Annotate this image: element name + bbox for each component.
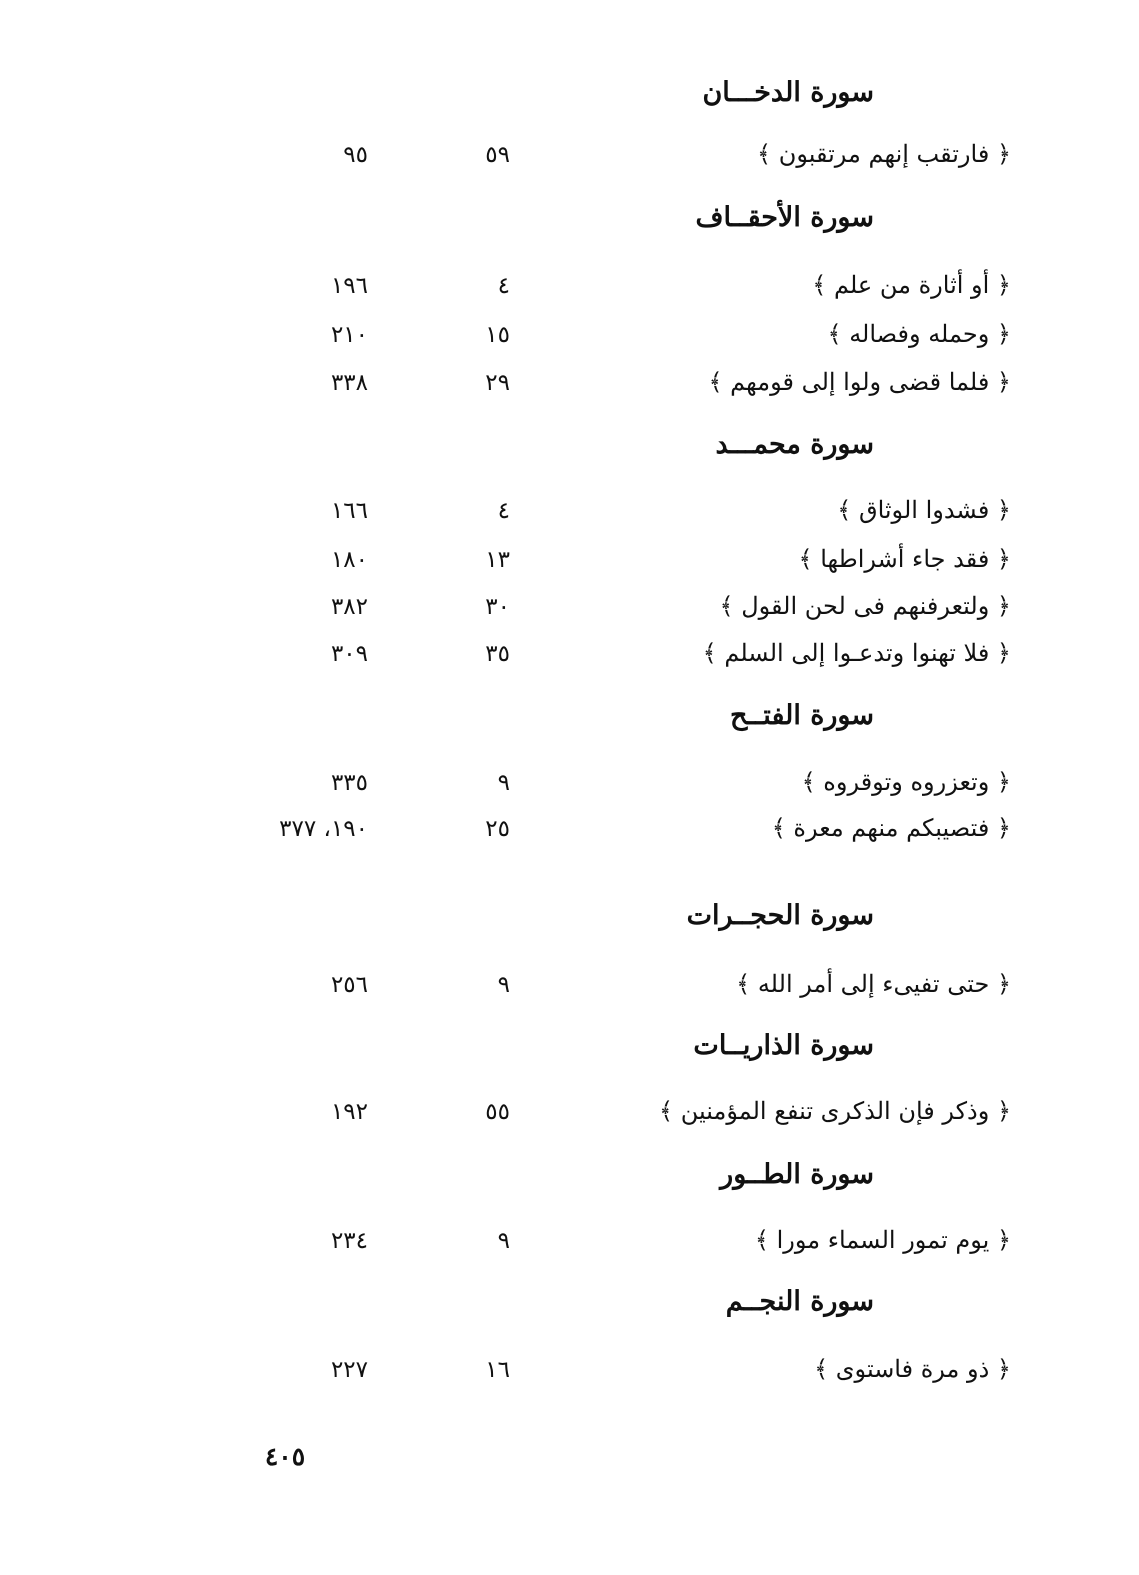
surah-heading: سورة الفتــح [730, 700, 874, 731]
surah-heading: سورة الذاريــات [693, 1030, 874, 1061]
page-reference: ١٦٦ [330, 498, 368, 524]
verse-text: ﴿ يوم تمور السماء مورا ﴾ [754, 1226, 1011, 1254]
verse-text: ﴿ وحمله وفصاله ﴾ [827, 320, 1011, 348]
verse-text: ﴿ فتصيبكم منهم معرة ﴾ [771, 814, 1011, 842]
ayah-number: ٩ [497, 972, 510, 998]
verse-text: ﴿ ولتعرفنهم فى لحن القول ﴾ [719, 592, 1011, 620]
surah-heading: سورة النجــم [725, 1286, 874, 1317]
verse-text: ﴿ أو أثارة من علم ﴾ [812, 271, 1011, 299]
surah-heading: سورة محمـــد [715, 429, 874, 460]
verse-text: ﴿ فشدوا الوثاق ﴾ [837, 496, 1011, 524]
ayah-number: ٥٥ [485, 1099, 510, 1125]
verse-text: ﴿ فلما قضى ولوا إلى قومهم ﴾ [708, 368, 1011, 396]
ayah-number: ٩ [497, 770, 510, 796]
ayah-number: ١٣ [485, 547, 510, 573]
page-reference: ٢١٠ [330, 322, 368, 348]
page-reference: ٢٢٧ [330, 1357, 368, 1383]
surah-heading: سورة الأحقــاف [695, 202, 874, 233]
page-reference: ١٩٠، ٣٧٧ [279, 816, 368, 842]
verse-text: ﴿ حتى تفيىء إلى أمر الله ﴾ [736, 970, 1011, 998]
page-reference: ٣٠٩ [330, 641, 368, 667]
verse-text: ﴿ فقد جاء أشراطها ﴾ [798, 545, 1011, 573]
ayah-number: ١٥ [485, 322, 510, 348]
surah-heading: سورة الطــور [720, 1159, 874, 1190]
verse-text: ﴿ وتعزروه وتوقروه ﴾ [801, 768, 1011, 796]
page-reference: ٢٥٦ [330, 972, 368, 998]
page-reference: ٩٥ [343, 142, 368, 168]
page-reference: ١٩٦ [330, 273, 368, 299]
surah-heading: سورة الحجــرات [686, 900, 874, 931]
ayah-number: ٤ [497, 273, 510, 299]
page-reference: ٣٨٢ [330, 594, 368, 620]
ayah-number: ٩ [497, 1228, 510, 1254]
page-reference: ١٨٠ [330, 547, 368, 573]
verse-text: ﴿ ذو مرة فاستوى ﴾ [814, 1355, 1011, 1383]
verse-text: ﴿ فلا تهنوا وتدعـوا إلى السلم ﴾ [702, 639, 1011, 667]
ayah-number: ٣٠ [485, 594, 510, 620]
ayah-number: ٤ [497, 498, 510, 524]
page-number: ٤٠٥ [264, 1442, 306, 1471]
page-reference: ١٩٢ [330, 1099, 368, 1125]
page-reference: ٣٣٥ [330, 770, 368, 796]
verse-text: ﴿ فارتقب إنهم مرتقبون ﴾ [757, 140, 1011, 168]
ayah-number: ٢٩ [485, 370, 510, 396]
ayah-number: ٢٥ [485, 816, 510, 842]
ayah-number: ٥٩ [485, 142, 510, 168]
ayah-number: ٣٥ [485, 641, 510, 667]
surah-heading: سورة الدخـــان [702, 77, 874, 108]
page-reference: ٣٣٨ [330, 370, 368, 396]
page-reference: ٢٣٤ [330, 1228, 368, 1254]
verse-text: ﴿ وذكر فإن الذكرى تنفع المؤمنين ﴾ [659, 1097, 1011, 1125]
ayah-number: ١٦ [485, 1357, 510, 1383]
